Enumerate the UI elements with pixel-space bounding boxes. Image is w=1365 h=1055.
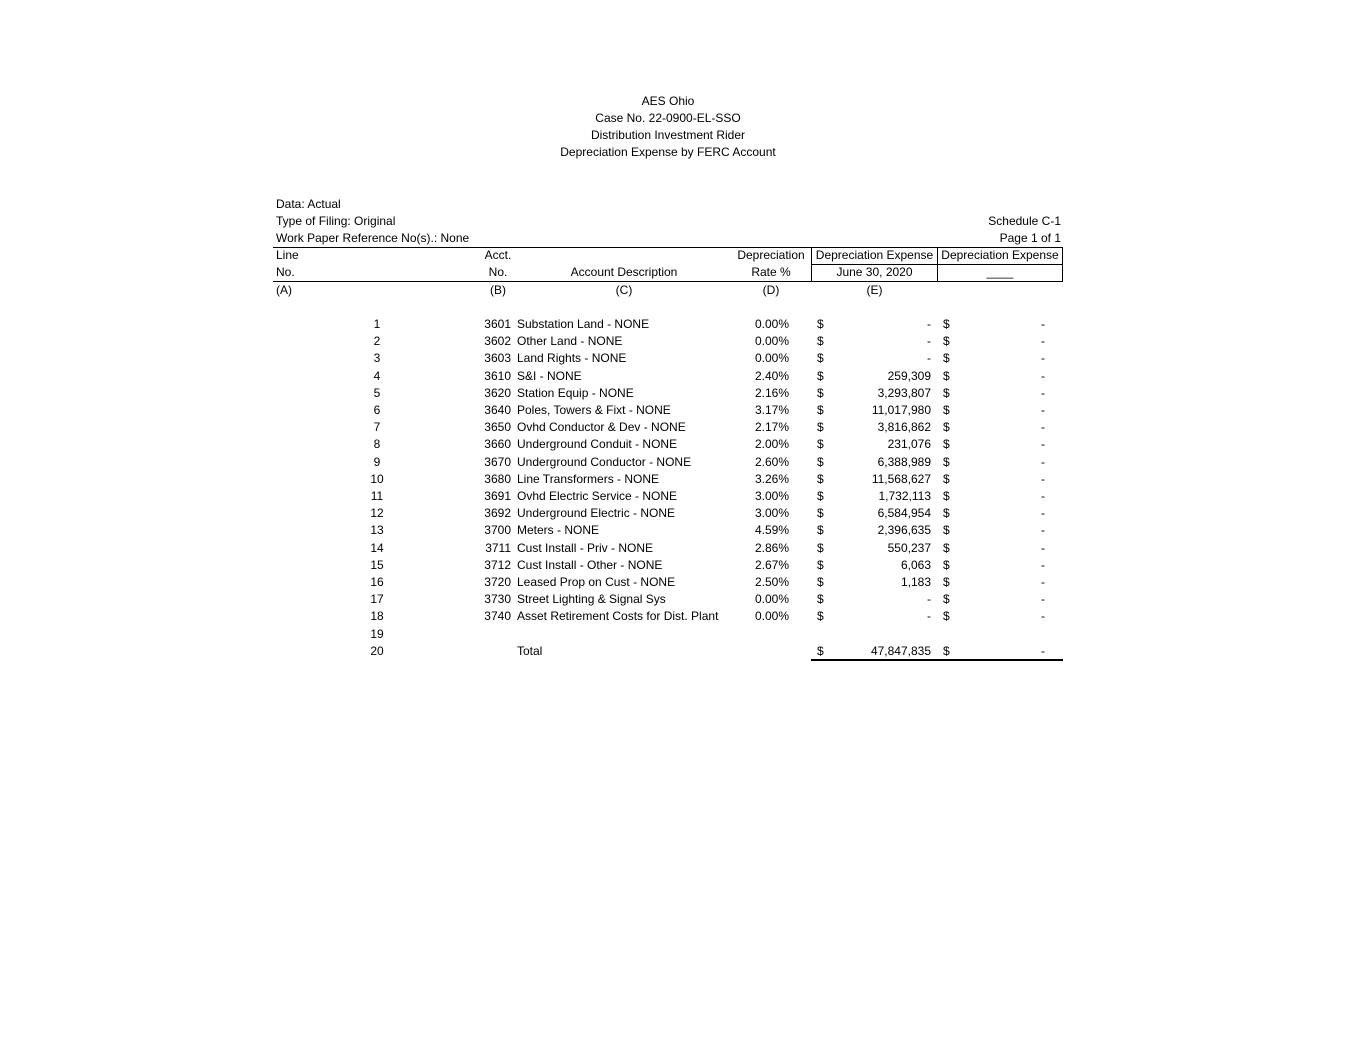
row-acct-no: 3620 xyxy=(484,386,511,400)
row-expense2-value: - xyxy=(1041,317,1045,331)
row-description: Meters - NONE xyxy=(517,523,600,537)
row-description: Underground Conduit - NONE xyxy=(517,437,678,451)
row-expense1-value: - xyxy=(927,609,931,623)
row-expense1-dollar: $ xyxy=(817,472,824,486)
row-rate xyxy=(733,643,789,660)
col-description-header: Account Description xyxy=(570,265,678,279)
row-expense1-dollar: $ xyxy=(817,369,824,383)
company-name: AES Ohio xyxy=(641,94,695,108)
row-expense1-value: 1,183 xyxy=(900,575,931,589)
row-expense2-dollar: $ xyxy=(943,541,950,555)
row-acct-no xyxy=(470,643,511,660)
row-description: S&I - NONE xyxy=(517,369,582,383)
row-expense2-dollar: $ xyxy=(943,489,950,503)
row-rate: 3.17% xyxy=(754,403,789,417)
row-expense2-dollar: $ xyxy=(943,472,950,486)
row-description: Ovhd Electric Service - NONE xyxy=(517,489,678,503)
row-expense1-dollar: $ xyxy=(817,386,824,400)
col-letter-c: (C) xyxy=(615,283,633,297)
row-expense2-dollar: $ xyxy=(943,609,950,623)
row-acct-no: 3610 xyxy=(484,369,511,383)
row-line-no: 16 xyxy=(370,575,384,589)
row-expense2-value: - xyxy=(1041,386,1045,400)
row-expense1-dollar: $ xyxy=(817,575,824,589)
row-acct-no: 3691 xyxy=(484,489,511,503)
row-expense1-dollar: $ xyxy=(817,403,824,417)
row-acct-no: 3602 xyxy=(484,334,511,348)
row-expense2-dollar: $ xyxy=(943,369,950,383)
row-rate: 0.00% xyxy=(754,317,789,331)
row-expense1-value: 231,076 xyxy=(887,437,931,451)
row-rate: 3.00% xyxy=(754,489,789,503)
row-rate: 2.67% xyxy=(754,558,789,572)
row-expense1-value: 11,017,980 xyxy=(871,403,931,417)
row-acct-no: 3670 xyxy=(484,455,511,469)
row-expense2-dollar: $ xyxy=(943,351,950,365)
row-description: Poles, Towers & Fixt - NONE xyxy=(517,403,671,417)
row-line-no: 9 xyxy=(373,455,381,469)
case-number: Case No. 22-0900-EL-SSO xyxy=(595,111,741,125)
row-description: Cust Install - Priv - NONE xyxy=(517,541,654,555)
row-expense1-dollar: $ xyxy=(817,317,824,331)
col-acct-header-bottom: No. xyxy=(488,265,508,279)
row-description: Underground Electric - NONE xyxy=(517,506,676,520)
row-description: Underground Conductor - NONE xyxy=(517,455,692,469)
row-line-no: 3 xyxy=(373,351,381,365)
row-expense1-value: - xyxy=(927,334,931,348)
row-expense2-value: - xyxy=(1041,592,1045,606)
data-type: Data: Actual xyxy=(276,197,341,211)
row-rate: 0.00% xyxy=(754,351,789,365)
row-expense1-value: 259,309 xyxy=(887,369,931,383)
row-rate: 0.00% xyxy=(754,609,789,623)
row-rate: 3.00% xyxy=(754,506,789,520)
row-acct-no: 3660 xyxy=(484,437,511,451)
row-line-no: 19 xyxy=(370,627,384,641)
row-expense1-value: - xyxy=(927,351,931,365)
row-line-no: 10 xyxy=(370,472,384,486)
col-line-header-top: Line xyxy=(276,248,299,262)
row-expense2-dollar: $ xyxy=(943,506,950,520)
row-rate: 2.50% xyxy=(754,575,789,589)
row-expense2-dollar: $ xyxy=(943,592,950,606)
row-line-no: 8 xyxy=(373,437,381,451)
row-expense1-dollar: $ xyxy=(817,334,824,348)
row-expense2-value: - xyxy=(1041,437,1045,451)
schedule-label: Schedule C-1 xyxy=(988,214,1061,228)
row-line-no: 20 xyxy=(370,644,384,658)
row-rate: 2.60% xyxy=(754,455,789,469)
col-letter-d: (D) xyxy=(762,283,780,297)
row-description: Other Land - NONE xyxy=(517,334,623,348)
row-rate: 2.86% xyxy=(754,541,789,555)
row-acct-no: 3692 xyxy=(484,506,511,520)
row-rate: 0.00% xyxy=(754,334,789,348)
row-rate: 4.59% xyxy=(754,523,789,537)
row-expense1-value: 6,063 xyxy=(900,558,931,572)
row-line-no: 18 xyxy=(370,609,384,623)
row-acct-no: 3601 xyxy=(484,317,511,331)
filing-type: Type of Filing: Original xyxy=(276,214,396,228)
row-acct-no: 3711 xyxy=(485,541,511,555)
row-acct-no: 3730 xyxy=(484,592,511,606)
row-line-no: 7 xyxy=(373,420,381,434)
row-line-no: 4 xyxy=(373,369,381,383)
row-expense2-dollar: $ xyxy=(943,644,950,658)
row-expense2-value: - xyxy=(1041,334,1045,348)
row-description xyxy=(517,626,732,643)
row-description: Cust Install - Other - NONE xyxy=(517,558,663,572)
row-expense1-dollar: $ xyxy=(817,455,824,469)
row-acct-no: 3680 xyxy=(484,472,511,486)
row-expense2-value: - xyxy=(1041,351,1045,365)
row-rate: 2.16% xyxy=(754,386,789,400)
row-expense1-value xyxy=(830,626,931,643)
row-expense2-value: - xyxy=(1041,489,1045,503)
row-acct-no: 3720 xyxy=(484,575,511,589)
row-expense2-value: - xyxy=(1041,575,1045,589)
row-expense2-dollar: $ xyxy=(943,334,950,348)
row-rate: 2.00% xyxy=(754,437,789,451)
row-acct-no: 3603 xyxy=(484,351,511,365)
row-expense2-dollar: $ xyxy=(943,403,950,417)
row-line-no: 15 xyxy=(370,558,384,572)
row-description: Line Transformers - NONE xyxy=(517,472,660,486)
row-line-no: 13 xyxy=(370,523,384,537)
row-line-no: 6 xyxy=(373,403,381,417)
col-rate-header-bottom: Rate % xyxy=(751,265,791,279)
row-expense2-dollar xyxy=(943,626,955,643)
row-expense2-dollar: $ xyxy=(943,437,950,451)
row-expense2-value: - xyxy=(1041,420,1045,434)
row-description: Substation Land - NONE xyxy=(517,317,650,331)
row-line-no: 14 xyxy=(370,541,384,555)
row-description: Station Equip - NONE xyxy=(517,386,634,400)
row-expense1-dollar: $ xyxy=(817,609,824,623)
row-expense1-value: - xyxy=(927,592,931,606)
row-expense2-value: - xyxy=(1041,455,1045,469)
row-expense2-dollar: $ xyxy=(943,558,950,572)
row-expense2-value: - xyxy=(1041,403,1045,417)
row-expense1-dollar: $ xyxy=(817,592,824,606)
row-expense1-dollar: $ xyxy=(817,437,824,451)
row-expense1-dollar: $ xyxy=(817,541,824,555)
row-line-no: 5 xyxy=(373,386,381,400)
row-line-no: 11 xyxy=(370,489,384,503)
row-expense2-dollar: $ xyxy=(943,455,950,469)
row-expense1-dollar: $ xyxy=(817,351,824,365)
row-line-no: 2 xyxy=(373,334,381,348)
report-subtitle: Depreciation Expense by FERC Account xyxy=(560,145,776,159)
row-expense1-value: 6,584,954 xyxy=(877,506,931,520)
row-expense1-value: 11,568,627 xyxy=(871,472,931,486)
row-expense2-value: - xyxy=(1041,369,1045,383)
row-acct-no xyxy=(470,626,511,643)
row-expense2-dollar: $ xyxy=(943,575,950,589)
row-expense1-dollar: $ xyxy=(817,558,824,572)
row-expense2-value: - xyxy=(1041,644,1045,658)
col-expense2-header-top: Depreciation Expense xyxy=(941,248,1059,262)
row-expense2-dollar: $ xyxy=(943,420,950,434)
row-expense2-value: - xyxy=(1041,541,1045,555)
row-expense1-value: - xyxy=(927,317,931,331)
col-line-header-bottom: No. xyxy=(276,265,295,279)
row-expense1-dollar: $ xyxy=(817,644,824,658)
row-expense1-value: 2,396,635 xyxy=(877,523,931,537)
row-description: Asset Retirement Costs for Dist. Plant xyxy=(517,609,719,623)
col-rate-header-top: Depreciation xyxy=(737,248,805,262)
header-divider-right xyxy=(1062,247,1063,282)
row-expense1-value: 550,237 xyxy=(887,541,931,555)
page-number: Page 1 of 1 xyxy=(999,231,1061,245)
row-expense1-value: 3,293,807 xyxy=(877,386,931,400)
row-description: Leased Prop on Cust - NONE xyxy=(517,575,676,589)
row-description: Ovhd Conductor & Dev - NONE xyxy=(517,420,686,434)
row-expense1-value: 47,847,835 xyxy=(870,644,931,658)
row-expense2-value: - xyxy=(1041,609,1045,623)
row-expense1-value: 6,388,989 xyxy=(877,455,931,469)
col-acct-header-top: Acct. xyxy=(484,248,512,262)
row-acct-no: 3650 xyxy=(484,420,511,434)
rider-name: Distribution Investment Rider xyxy=(590,128,746,142)
row-rate: 0.00% xyxy=(754,592,789,606)
row-expense1-dollar xyxy=(817,626,829,643)
row-line-no: 17 xyxy=(370,592,384,606)
row-rate: 3.26% xyxy=(754,472,789,486)
col-expense1-header-bottom: June 30, 2020 xyxy=(836,265,913,279)
col-letter-e: (E) xyxy=(866,283,883,297)
total-double-rule xyxy=(811,659,1063,661)
row-acct-no: 3712 xyxy=(484,558,511,572)
row-expense2-dollar: $ xyxy=(943,386,950,400)
row-acct-no: 3700 xyxy=(484,523,511,537)
row-rate: 2.17% xyxy=(754,420,789,434)
work-paper-reference: Work Paper Reference No(s).: None xyxy=(276,231,470,245)
row-rate xyxy=(733,626,789,643)
col-expense1-header-top: Depreciation Expense xyxy=(815,248,934,262)
row-description: Land Rights - NONE xyxy=(517,351,627,365)
row-expense1-dollar: $ xyxy=(817,506,824,520)
row-expense1-dollar: $ xyxy=(817,420,824,434)
col-letter-b: (B) xyxy=(490,283,506,297)
row-expense1-dollar: $ xyxy=(817,489,824,503)
row-line-no: 12 xyxy=(370,506,384,520)
row-acct-no: 3740 xyxy=(484,609,511,623)
row-expense1-dollar: $ xyxy=(817,523,824,537)
row-description: Total xyxy=(517,644,543,658)
row-expense2-dollar: $ xyxy=(943,317,950,331)
col-letter-a: (A) xyxy=(276,283,292,297)
row-expense2-value: - xyxy=(1041,472,1045,486)
row-rate: 2.40% xyxy=(754,369,789,383)
row-line-no: 1 xyxy=(373,317,381,331)
row-expense2-value: - xyxy=(1041,558,1045,572)
col-expense2-header-bottom: ____ xyxy=(986,265,1014,279)
row-acct-no: 3640 xyxy=(484,403,511,417)
row-expense2-value xyxy=(960,626,1045,643)
row-expense1-value: 3,816,862 xyxy=(877,420,931,434)
row-expense2-value: - xyxy=(1041,523,1045,537)
row-expense2-value: - xyxy=(1041,506,1045,520)
row-description: Street Lighting & Signal Sys xyxy=(517,592,666,606)
row-expense2-dollar: $ xyxy=(943,523,950,537)
row-expense1-value: 1,732,113 xyxy=(878,489,931,503)
